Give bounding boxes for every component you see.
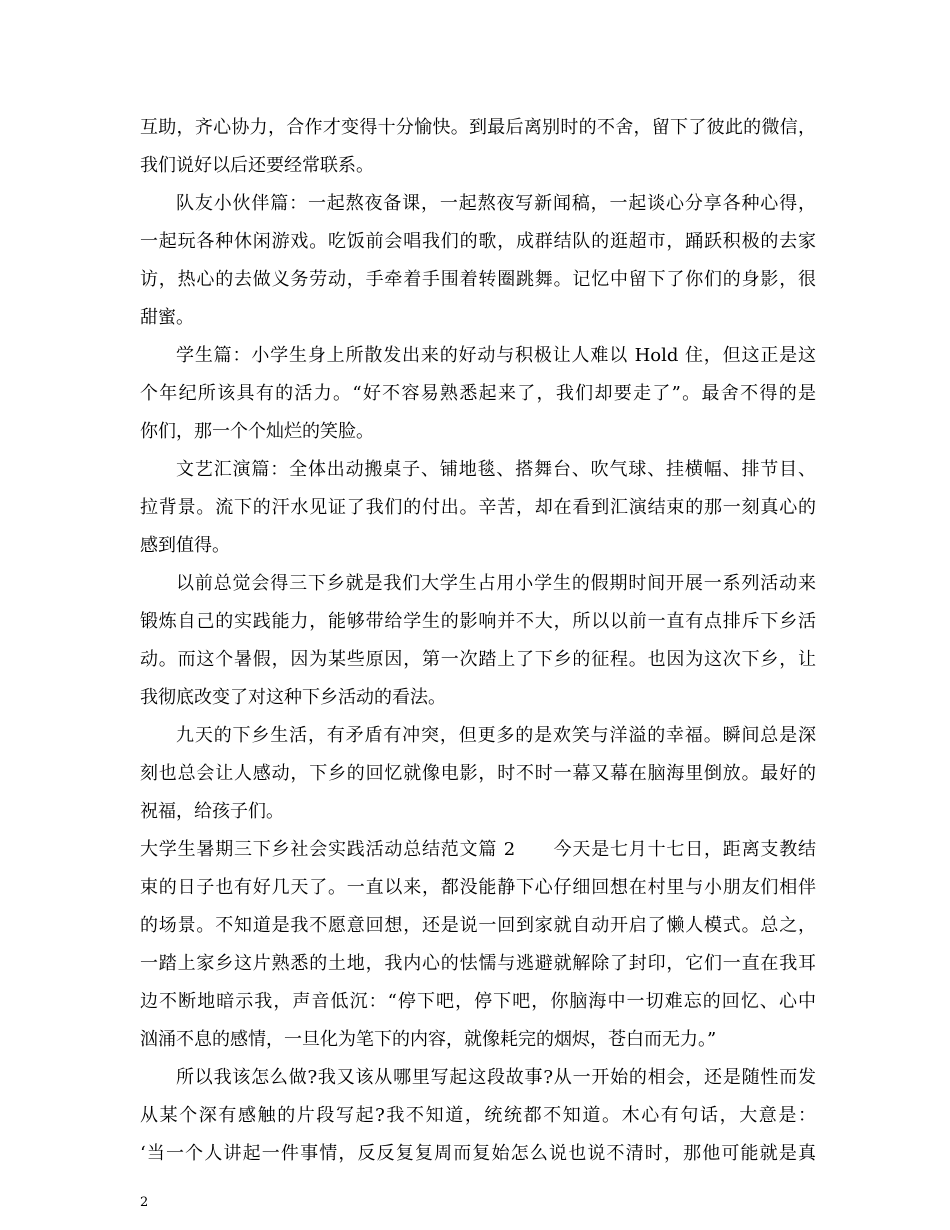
- text-line: 你们，那一个个灿烂的笑脸。: [140, 421, 374, 442]
- text-line: 动。而这个暑假，因为某些原因，第一次踏上了下乡的征程。也因为这次下乡，让: [140, 649, 816, 670]
- text-line: 甜蜜。: [140, 307, 194, 328]
- text-line: 大学生暑期三下乡社会实践活动总结范文篇 2 今天是七月十七日，距离支教结: [140, 839, 816, 860]
- text-line: 访，热心的去做义务劳动，手牵着手围着转圈跳舞。记忆中留下了你们的身影，很: [140, 269, 816, 290]
- text-line: 汹涌不息的感情，一旦化为笔下的内容，就像耗完的烟烬，苍白而无力。”: [140, 1029, 717, 1050]
- text-line: 队友小伙伴篇：一起熬夜备课，一起熬夜写新闻稿，一起谈心分享各种心得，: [176, 193, 816, 214]
- page-number: 2: [140, 1195, 149, 1210]
- text-line: 从某个深有感触的片段写起?我不知道，统统都不知道。木心有句话，大意是：: [140, 1105, 816, 1126]
- text-line: 感到值得。: [140, 535, 230, 556]
- text-line: 所以我该怎么做?我又该从哪里写起这段故事?从一开始的相会，还是随性而发: [176, 1067, 816, 1088]
- text-line: 祝福，给孩子们。: [140, 801, 284, 822]
- text-line: 一起玩各种休闲游戏。吃饭前会唱我们的歌，成群结队的逛超市，踊跃积极的去家: [140, 231, 816, 252]
- text-line: 我彻底改变了对这种下乡活动的看法。: [140, 687, 446, 708]
- text-line: 互助，齐心协力，合作才变得十分愉快。到最后离别时的不舍，留下了彼此的微信，: [140, 117, 816, 138]
- text-line: ‘当一个人讲起一件事情，反反复复周而复始怎么说也说不清时，那他可能就是真: [140, 1143, 816, 1164]
- text-line: 九天的下乡生活，有矛盾有冲突，但更多的是欢笑与洋溢的幸福。瞬间总是深: [176, 725, 816, 746]
- text-line: 以前总觉会得三下乡就是我们大学生占用小学生的假期时间开展一系列活动来: [176, 573, 816, 594]
- text-line: 锻炼自己的实践能力，能够带给学生的影响并不大，所以以前一直有点排斥下乡活: [140, 611, 816, 632]
- text-line: 边不断地暗示我，声音低沉：“停下吧，停下吧，你脑海中一切难忘的回忆、心中: [140, 991, 816, 1012]
- text-line: 学生篇：小学生身上所散发出来的好动与积极让人难以 Hold 住，但这正是这: [176, 345, 816, 366]
- text-line: 拉背景。流下的汗水见证了我们的付出。辛苦，却在看到汇演结束的那一刻真心的: [140, 497, 816, 518]
- text-line: 一踏上家乡这片熟悉的土地，我内心的怯懦与逃避就解除了封印，它们一直在我耳: [140, 953, 816, 974]
- text-line: 束的日子也有好几天了。一直以来，都没能静下心仔细回想在村里与小朋友们相伴: [140, 877, 816, 898]
- text-line: 文艺汇演篇：全体出动搬桌子、铺地毯、搭舞台、吹气球、挂横幅、排节目、: [176, 459, 816, 480]
- text-line: 我们说好以后还要经常联系。: [140, 155, 374, 176]
- text-line: 刻也总会让人感动，下乡的回忆就像电影，时不时一幕又幕在脑海里倒放。最好的: [140, 763, 816, 784]
- text-line: 个年纪所该具有的活力。“好不容易熟悉起来了，我们却要走了”。最舍不得的是: [140, 383, 816, 404]
- text-line: 的场景。不知道是我不愿意回想，还是说一回到家就自动开启了懒人模式。总之，: [140, 915, 816, 936]
